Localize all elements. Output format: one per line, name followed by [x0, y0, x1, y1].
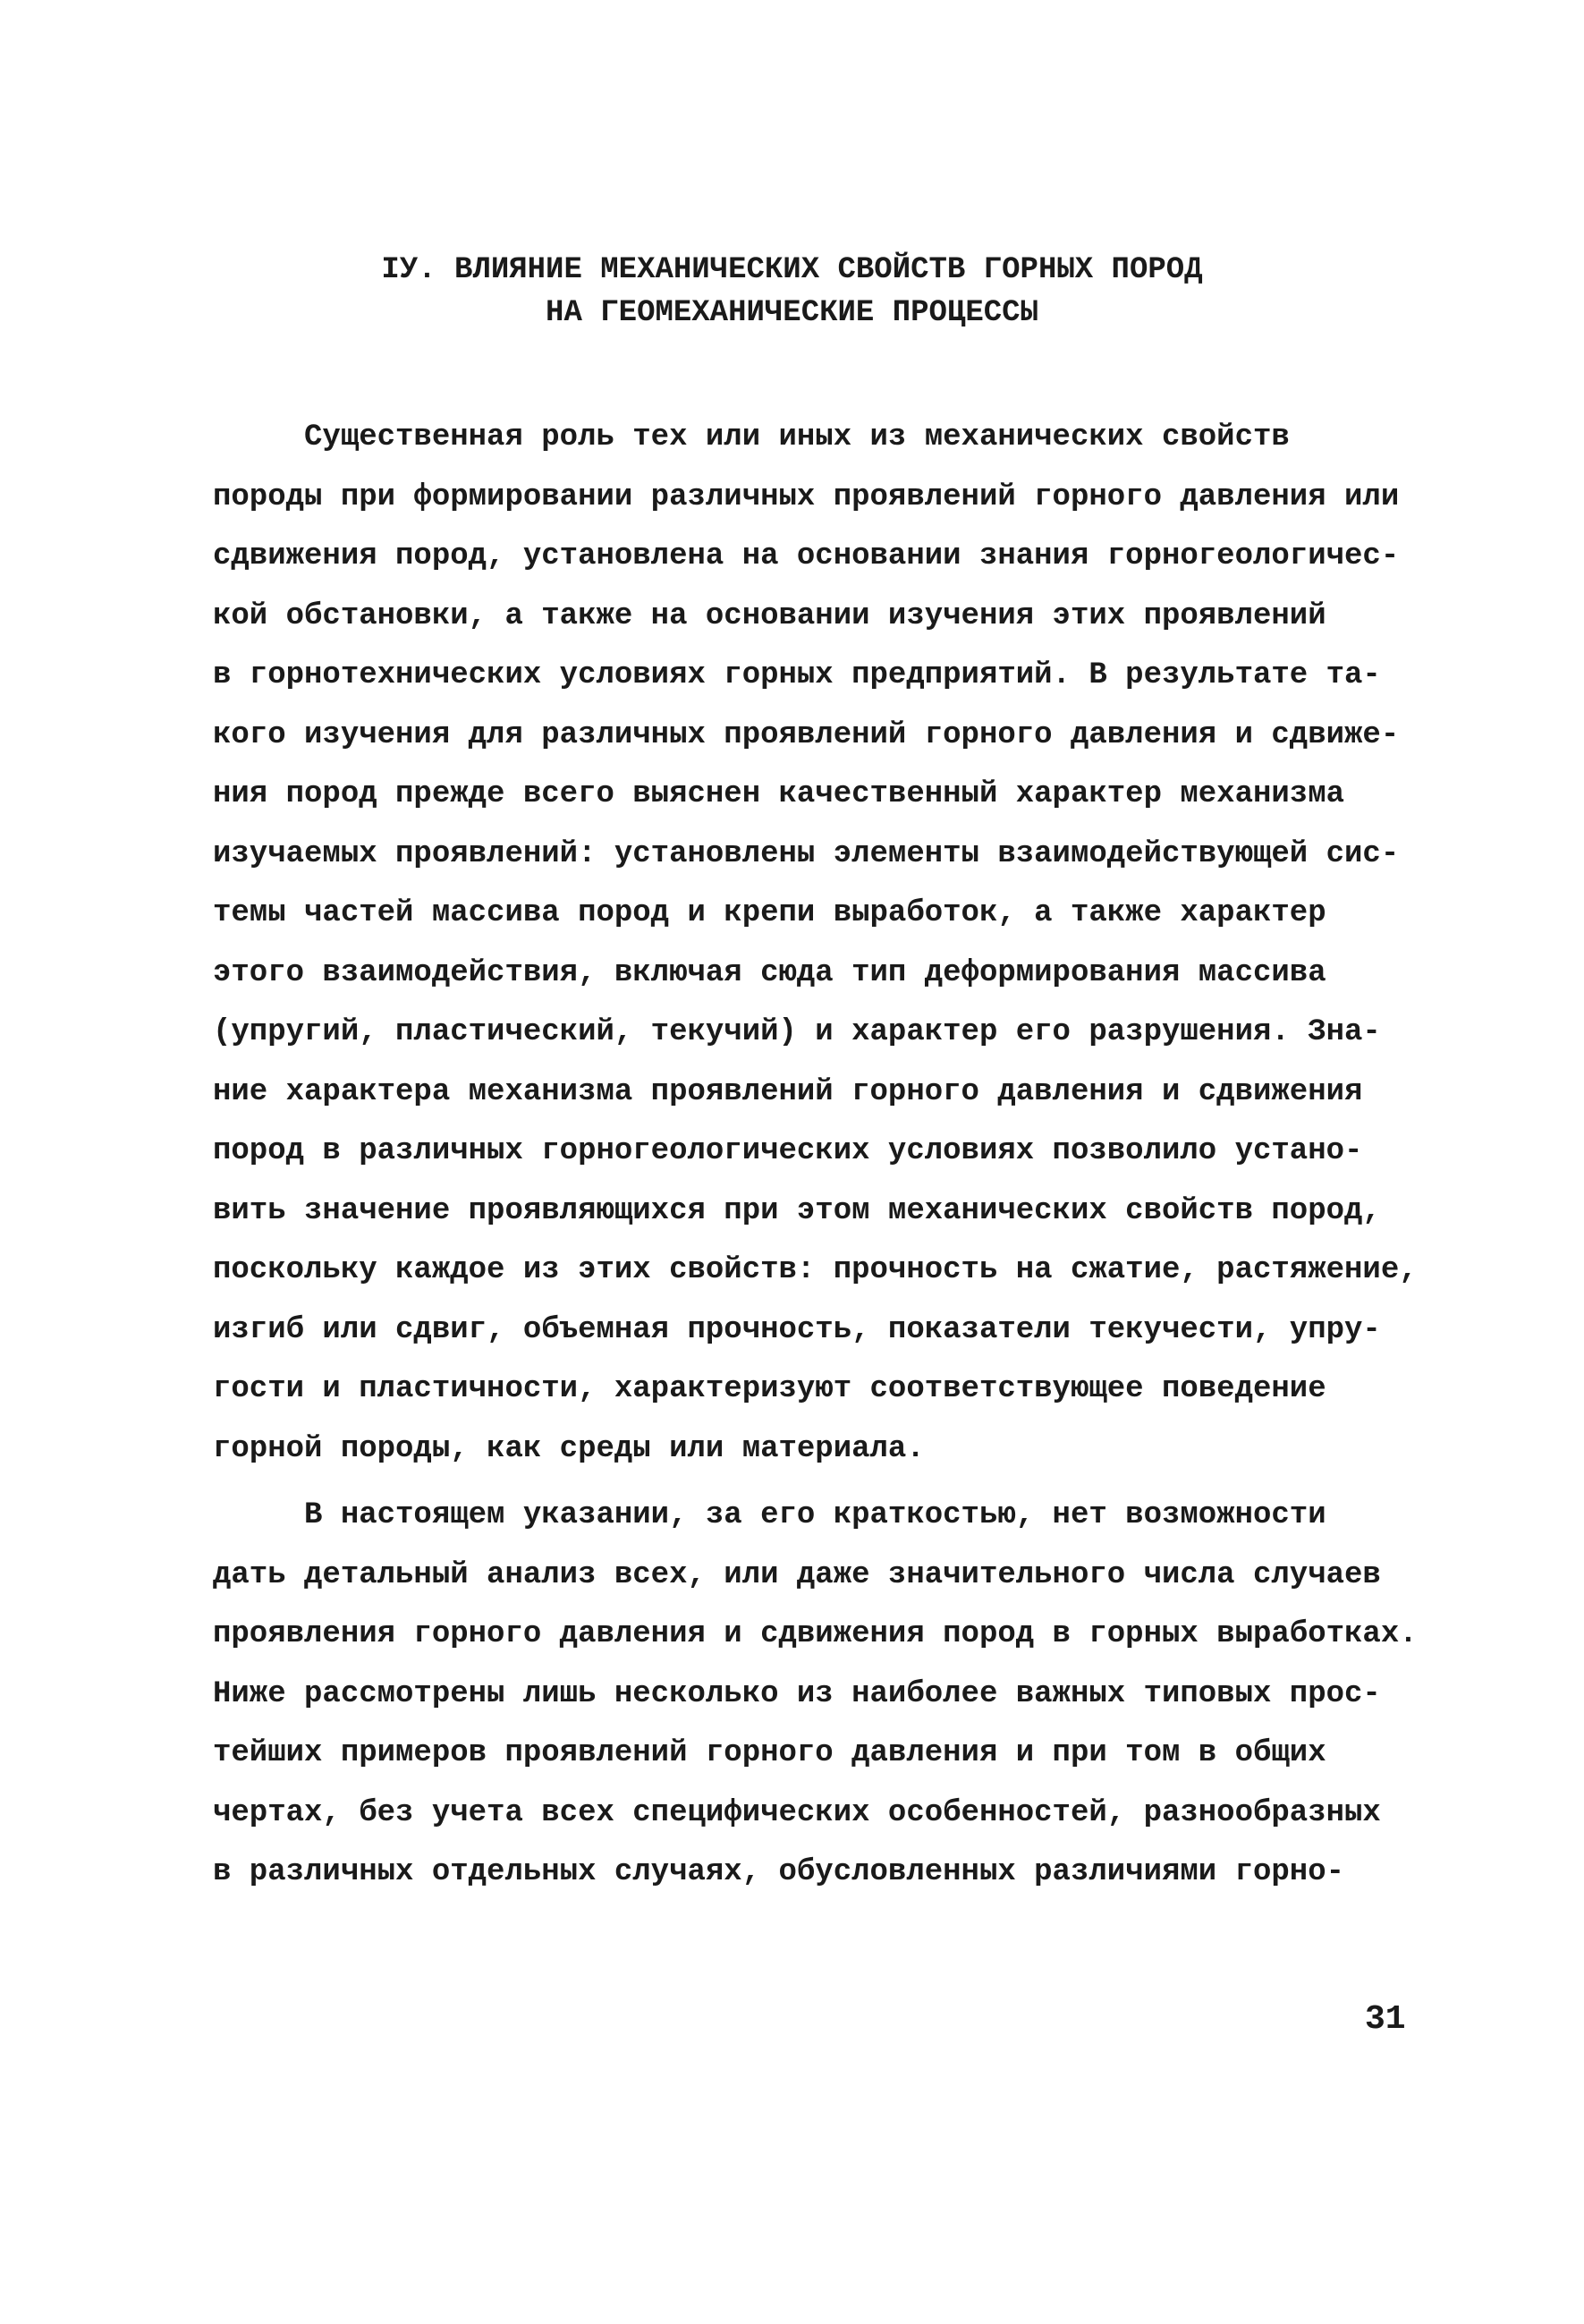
- page-number: 31: [1365, 2000, 1406, 2039]
- paragraph1-line: кой обстановки, а также на основании изучения этих проявлений: [213, 598, 1326, 633]
- paragraph1-line: вить значение проявляющихся при этом механических свойств пород,: [213, 1193, 1381, 1228]
- paragraph1-line: темы частей массива пород и крепи выработок, а также характер: [213, 896, 1326, 930]
- paragraph1-line: породы при формировании различных проявлений горного давления или: [213, 479, 1400, 514]
- paragraph1-line: этого взаимодействия, включая сюда тип деформирования массива: [213, 955, 1326, 990]
- paragraph2-line: проявления горного давления и сдвижения пород в горных выработках.: [213, 1617, 1418, 1651]
- paragraph1-line: горной породы, как среды или материала.: [213, 1431, 925, 1466]
- paragraph1-line: сдвижения пород, установлена на основании знания горногеологичес-: [213, 539, 1400, 573]
- paragraph1-line: гости и пластичности, характеризуют соответствующее поведение: [213, 1372, 1326, 1406]
- paragraph2-line: дать детальный анализ всех, или даже значительного числа случаев: [213, 1557, 1381, 1592]
- paragraph2-line: Ниже рассмотрены лишь несколько из наиболее важных типовых прос-: [213, 1676, 1381, 1711]
- paragraph1-line: ния пород прежде всего выяснен качественный характер механизма: [213, 777, 1345, 811]
- section-heading-line-2: НА ГЕОМЕХАНИЧЕСКИЕ ПРОЦЕССЫ: [546, 296, 1038, 330]
- section-heading-line-1: IУ. ВЛИЯНИЕ МЕХАНИЧЕСКИХ СВОЙСТВ ГОРНЫХ ПОРОД: [381, 253, 1203, 287]
- paragraph1-line: изгиб или сдвиг, объемная прочность, показатели текучести, упру-: [213, 1312, 1381, 1347]
- paragraph1-line: поскольку каждое из этих свойств: прочность на сжатие, растяжение,: [213, 1253, 1418, 1287]
- paragraph1-line: в горнотехнических условиях горных предприятий. В результате та-: [213, 658, 1381, 692]
- paragraph2-line: в различных отдельных случаях, обусловленных различиями горно-: [213, 1855, 1345, 1889]
- paragraph1-line: пород в различных горногеологических условиях позволило устано-: [213, 1134, 1363, 1168]
- paragraph1-line: изучаемых проявлений: установлены элементы взаимодействующей сис-: [213, 836, 1400, 871]
- paragraph1-line: (упругий, пластический, текучий) и характер его разрушения. Зна-: [213, 1015, 1381, 1049]
- paragraph2-line: В настоящем указании, за его краткостью, нет возможности: [213, 1498, 1326, 1532]
- paragraph2-line: тейших примеров проявлений горного давления и при том в общих: [213, 1736, 1326, 1770]
- paragraph1-line: Существенная роль тех или иных из механических свойств: [213, 420, 1290, 454]
- paragraph1-line: ние характера механизма проявлений горного давления и сдвижения: [213, 1074, 1363, 1109]
- paragraph1-line: кого изучения для различных проявлений горного давления и сдвиже-: [213, 717, 1400, 752]
- paragraph2-line: чертах, без учета всех специфических особенностей, разнообразных: [213, 1795, 1381, 1830]
